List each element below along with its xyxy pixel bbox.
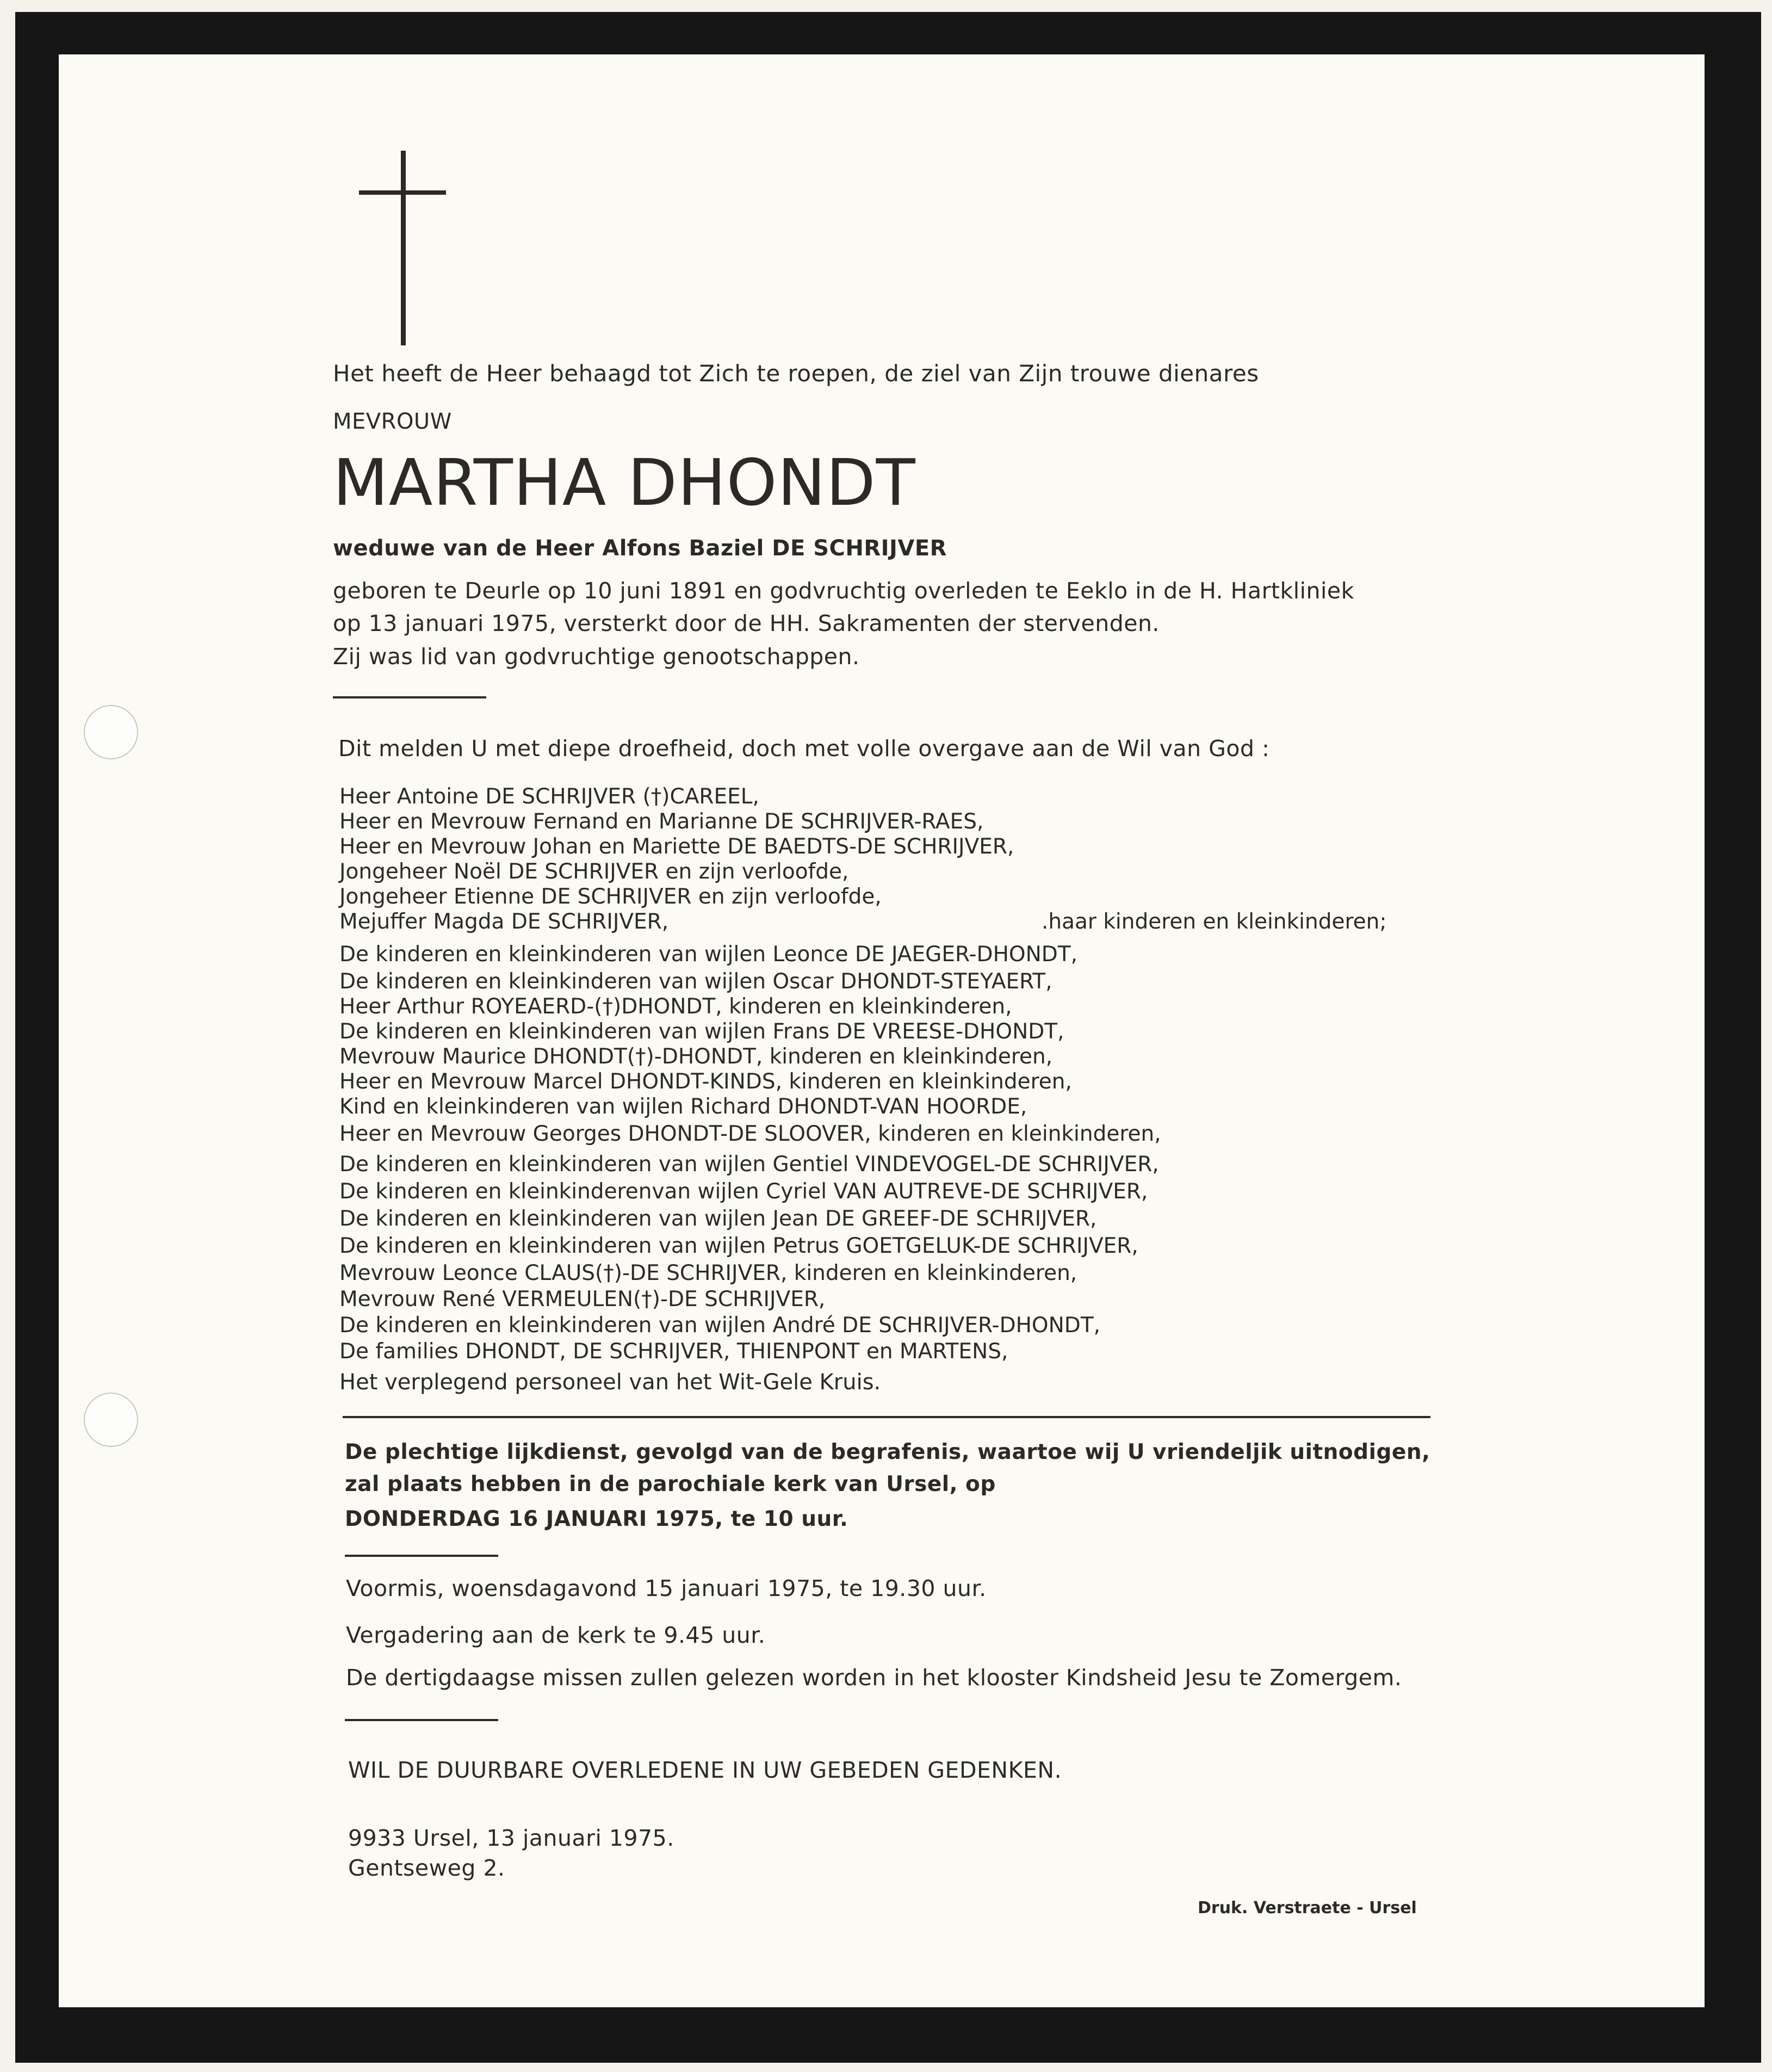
family-line: Heer en Mevrouw Marcel DHONDT-KINDS, kinderen en kleinkinderen,: [339, 1069, 1072, 1094]
family-line: Mevrouw Maurice DHONDT(†)-DHONDT, kinderen en kleinkinderen,: [339, 1044, 1053, 1069]
family-line: Mejuffer Magda DE SCHRIJVER,: [339, 910, 669, 934]
prayer-line: WIL DE DUURBARE OVERLEDENE IN UW GEBEDEN GEDENKEN.: [348, 1757, 1062, 1783]
deceased-name: MARTHA DHONDT: [333, 445, 916, 520]
punch-hole-top: [84, 705, 138, 759]
family-suffix: .haar kinderen en kleinkinderen;: [1042, 910, 1387, 934]
family-line: Heer en Mevrouw Johan en Mariette DE BAEDTS-DE SCHRIJVER,: [339, 834, 1014, 859]
divider-short-1: [333, 696, 486, 698]
printer-credit: Druk. Verstraete - Ursel: [1198, 1898, 1417, 1918]
family-line: De kinderen en kleinkinderen van wijlen Petrus GOETGELUK-DE SCHRIJVER,: [339, 1234, 1138, 1258]
detail-vergadering: Vergadering aan de kerk te 9.45 uur.: [346, 1622, 766, 1648]
family-line: De kinderen en kleinkinderen van wijlen Frans DE VREESE-DHONDT,: [339, 1019, 1064, 1044]
announcement: Dit melden U met diepe droefheid, doch met volle overgave aan de Wil van God :: [338, 735, 1270, 762]
family-line: De kinderen en kleinkinderenvan wijlen Cyriel VAN AUTREVE-DE SCHRIJVER,: [339, 1179, 1148, 1204]
family-line: De kinderen en kleinkinderen van wijlen Leonce DE JAEGER-DHONDT,: [339, 942, 1078, 967]
family-line: Mevrouw René VERMEULEN(†)-DE SCHRIJVER,: [339, 1287, 826, 1312]
bio-line-3: Zij was lid van godvruchtige genootschappen.: [333, 644, 860, 670]
family-line: De families DHONDT, DE SCHRIJVER, THIENPONT en MARTENS,: [339, 1339, 1008, 1364]
family-line: De kinderen en kleinkinderen van wijlen André DE SCHRIJVER-DHONDT,: [339, 1313, 1101, 1338]
family-line: Het verplegend personeel van het Wit-Gele Kruis.: [339, 1370, 881, 1395]
divider-short-2: [345, 1555, 498, 1557]
family-line: Heer Antoine DE SCHRIJVER (†)CAREEL,: [339, 784, 759, 809]
detail-voormis: Voormis, woensdagavond 15 januari 1975, te 19.30 uur.: [346, 1575, 987, 1601]
family-line: Heer en Mevrouw Georges DHONDT-DE SLOOVER, kinderen en kleinkinderen,: [339, 1122, 1161, 1146]
family-line: Kind en kleinkinderen van wijlen Richard DHONDT-VAN HOORDE,: [339, 1094, 1027, 1119]
family-line: Jongeheer Noël DE SCHRIJVER en zijn verloofde,: [339, 859, 849, 884]
family-line: Jongeheer Etienne DE SCHRIJVER en zijn verloofde,: [339, 885, 882, 909]
punch-hole-bottom: [84, 1393, 138, 1447]
family-line: De kinderen en kleinkinderen van wijlen Gentiel VINDEVOGEL-DE SCHRIJVER,: [339, 1152, 1159, 1177]
service-line-1: De plechtige lijkdienst, gevolgd van de begrafenis, waartoe wij U vriendeljik uitnodigen,: [345, 1440, 1430, 1464]
cross-vertical: [401, 151, 406, 345]
service-date: DONDERDAG 16 JANUARI 1975, te 10 uur.: [345, 1507, 848, 1531]
salutation: MEVROUW: [333, 409, 452, 434]
bio-line-2: op 13 januari 1975, versterkt door de HH. Sakramenten der stervenden.: [333, 610, 1160, 636]
widow-line: weduwe van de Heer Alfons Baziel DE SCHRIJVER: [333, 536, 947, 561]
cross-horizontal: [359, 190, 446, 195]
divider-full: [343, 1416, 1430, 1418]
address: Gentseweg 2.: [348, 1855, 505, 1881]
intro-text: Het heeft de Heer behaagd tot Zich te roepen, de ziel van Zijn trouwe dienares: [333, 360, 1259, 387]
family-line: Mevrouw Leonce CLAUS(†)-DE SCHRIJVER, kinderen en kleinkinderen,: [339, 1261, 1077, 1285]
bio-line-1: geboren te Deurle op 10 juni 1891 en godvruchtig overleden te Eeklo in de H. Hartkliniek: [333, 578, 1354, 604]
place-date: 9933 Ursel, 13 januari 1975.: [348, 1825, 674, 1851]
detail-missen: De dertigdaagse missen zullen gelezen worden in het klooster Kindsheid Jesu te Zomergem.: [346, 1665, 1402, 1691]
family-line: Heer en Mevrouw Fernand en Marianne DE SCHRIJVER-RAES,: [339, 809, 984, 834]
family-line: De kinderen en kleinkinderen van wijlen Oscar DHONDT-STEYAERT,: [339, 969, 1052, 994]
divider-short-3: [345, 1719, 498, 1721]
family-line: Heer Arthur ROYEAERD-(†)DHONDT, kinderen en kleinkinderen,: [339, 994, 1012, 1019]
family-line: De kinderen en kleinkinderen van wijlen Jean DE GREEF-DE SCHRIJVER,: [339, 1207, 1097, 1231]
service-line-2: zal plaats hebben in de parochiale kerk van Ursel, op: [345, 1472, 996, 1496]
